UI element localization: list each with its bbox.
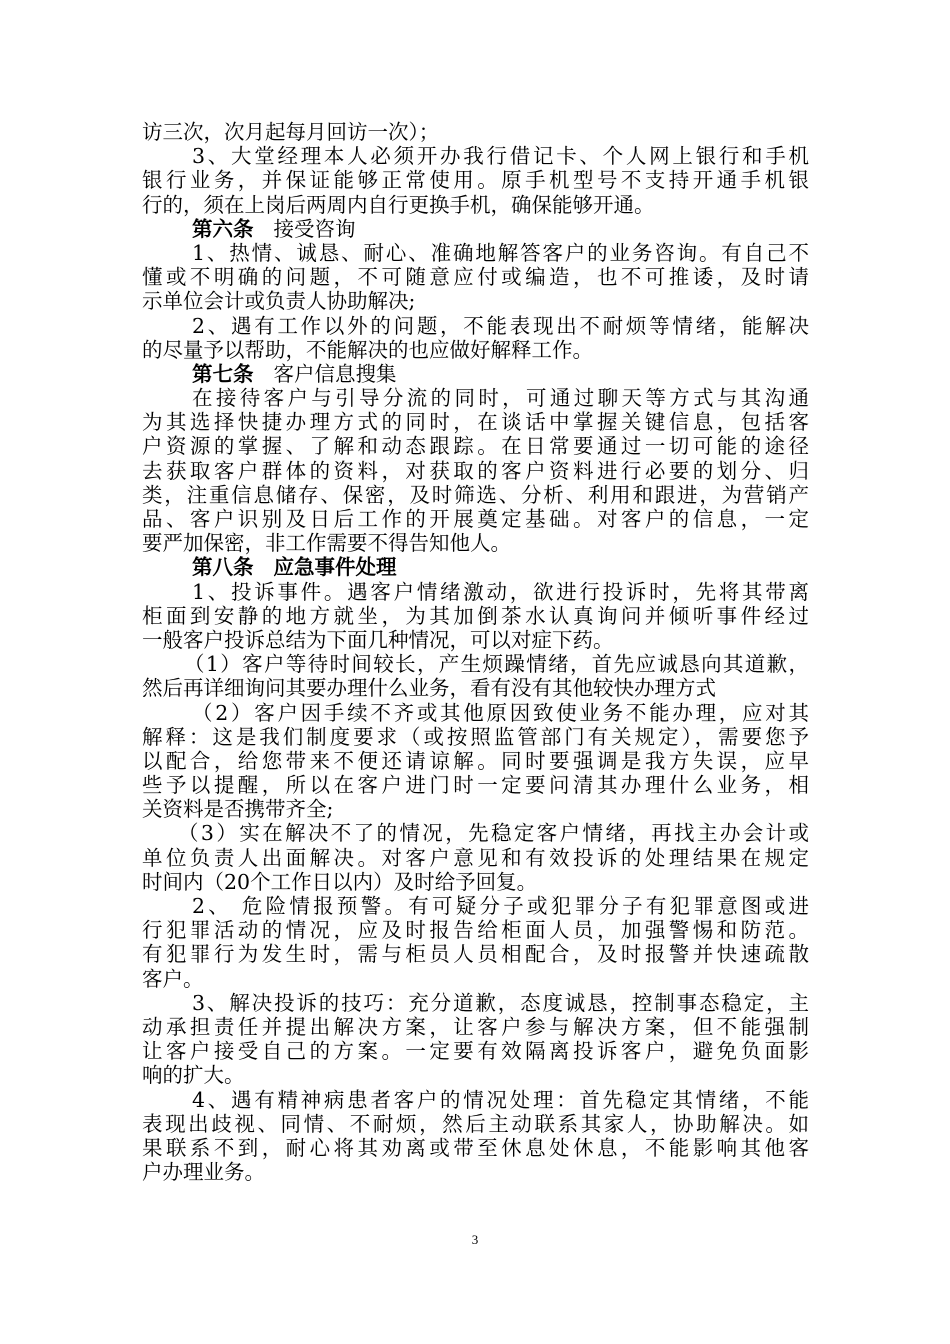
text-line: 银行业务，并保证能够正常使用。原手机型号不支持开通手机银 (142, 168, 809, 193)
text-line: 2、遇有工作以外的问题，不能表现出不耐烦等情绪，能解决 (192, 313, 809, 338)
article-6-heading (142, 217, 809, 241)
text-line: 户办理业务。 (142, 1160, 265, 1185)
text-line: （1）客户等待时间较长，产生烦躁情绪，首先应诚恳向其道歉， (184, 652, 809, 677)
article-title: 接受咨询 (273, 216, 356, 241)
text-line: 访三次，次月起每月回访一次）； (142, 120, 440, 144)
text-line: 的尽量予以帮助，不能解决的也应做好解释工作。 (142, 337, 593, 362)
text-line: 有犯罪行为发生时，需与柜员人员相配合，及时报警并快速疏散 (142, 942, 809, 967)
text-line: 表现出歧视、同情、不耐烦，然后主动联系其家人，协助解决。如 (142, 1111, 809, 1136)
article-title: 客户信息搜集 (273, 361, 397, 386)
text-line: 一般客户投诉总结为下面几种情况，可以对症下药。 (142, 627, 614, 652)
text-line: 让客户接受自己的方案。一定要有效隔离投诉客户，避免负面影 (142, 1039, 809, 1064)
article-7-heading (142, 362, 809, 386)
text-line: 4、遇有精神病患者客户的情况处理：首先稳定其情绪，不能 (192, 1087, 809, 1112)
text-line: 以配合，给您带来不便还请谅解。同时要强调是我方失误，应早 (142, 748, 809, 773)
text-line: 柜面到安静的地方就坐，为其加倒茶水认真询问并倾听事件经过 (142, 603, 809, 628)
text-line: 3、解决投诉的技巧：充分道歉，态度诚恳，控制事态稳定，主 (192, 990, 809, 1015)
article-number: 第七条 (192, 361, 254, 386)
article-8-heading (142, 555, 809, 579)
text-line: 在接待客户与引导分流的同时，可通过聊天等方式与其沟通 (192, 386, 809, 411)
article-number: 第八条 (192, 555, 254, 580)
text-line: 单位负责人出面解决。对客户意见和有效投诉的处理结果在规定 (142, 845, 809, 870)
text-line: 1、投诉事件。遇客户情绪激动，欲进行投诉时，先将其带离 (192, 579, 809, 604)
text-line: 为其选择快捷办理方式的同时，在谈话中掌握关键信息，包括客 (142, 410, 809, 435)
text-line: 品、客户识别及日后工作的开展奠定基础。对客户的信息，一定 (142, 507, 809, 531)
text-line: 行犯罪活动的情况，应及时报告给柜面人员，加强警惕和防范。 (142, 918, 809, 943)
text-line: 客户。 (142, 966, 204, 991)
text-line: 关资料是否携带齐全; (142, 797, 334, 822)
text-line: 些予以提醒，所以在客户进门时一定要问清其办理什么业务，相 (142, 773, 809, 798)
text-line: 3、大堂经理本人必须开办我行借记卡、个人网上银行和手机 (192, 144, 809, 169)
text-line: 示单位会计或负责人协助解决; (142, 289, 416, 314)
document-body (142, 120, 809, 1184)
text-line: 去获取客户群体的资料，对获取的客户资料进行必要的划分、归 (142, 458, 809, 483)
text-line: 然后再详细询问其要办理什么业务，看有没有其他较快办理方式 (142, 676, 716, 701)
text-line: 2、 危险情报预警。有可疑分子或犯罪分子有犯罪意图或进 (192, 894, 809, 918)
text-line: （3）实在解决不了的情况，先稳定客户情绪，再找主办会计或 (178, 821, 809, 846)
text-line: 户资源的掌握、了解和动态跟踪。在日常要通过一切可能的途径 (142, 434, 809, 459)
page-number: 3 (471, 1232, 479, 1247)
text-line: 行的，须在上岗后两周内自行更换手机，确保能够开通。 (142, 192, 655, 217)
text-line: 果联系不到，耐心将其劝离或带至休息处休息，不能影响其他客 (142, 1135, 809, 1160)
article-number: 第六条 (192, 216, 254, 241)
text-line: 类，注重信息储存、保密，及时筛选、分析、利用和跟进，为营销产 (142, 482, 809, 507)
text-line: 解释：这是我们制度要求（或按照监管部门有关规定），需要您予 (142, 724, 809, 749)
text-line: 1、热情、诚恳、耐心、准确地解答客户的业务咨询。有自己不 (192, 240, 809, 265)
text-line: 响的扩大。 (142, 1063, 245, 1088)
text-line: 懂或不明确的问题，不可随意应付或编造，也不可推诿，及时请 (142, 265, 809, 290)
text-line: 时间内（20个工作日以内）及时给予回复。 (142, 869, 538, 894)
text-line: 要严加保密，非工作需要不得告知他人。 (142, 531, 511, 556)
article-title: 应急事件处理 (273, 555, 397, 580)
text-line: （2）客户因手续不齐或其他原因致使业务不能办理，应对其 (192, 700, 809, 725)
text-line: 动承担责任并提出解决方案，让客户参与解决方案，但不能强制 (142, 1014, 809, 1039)
